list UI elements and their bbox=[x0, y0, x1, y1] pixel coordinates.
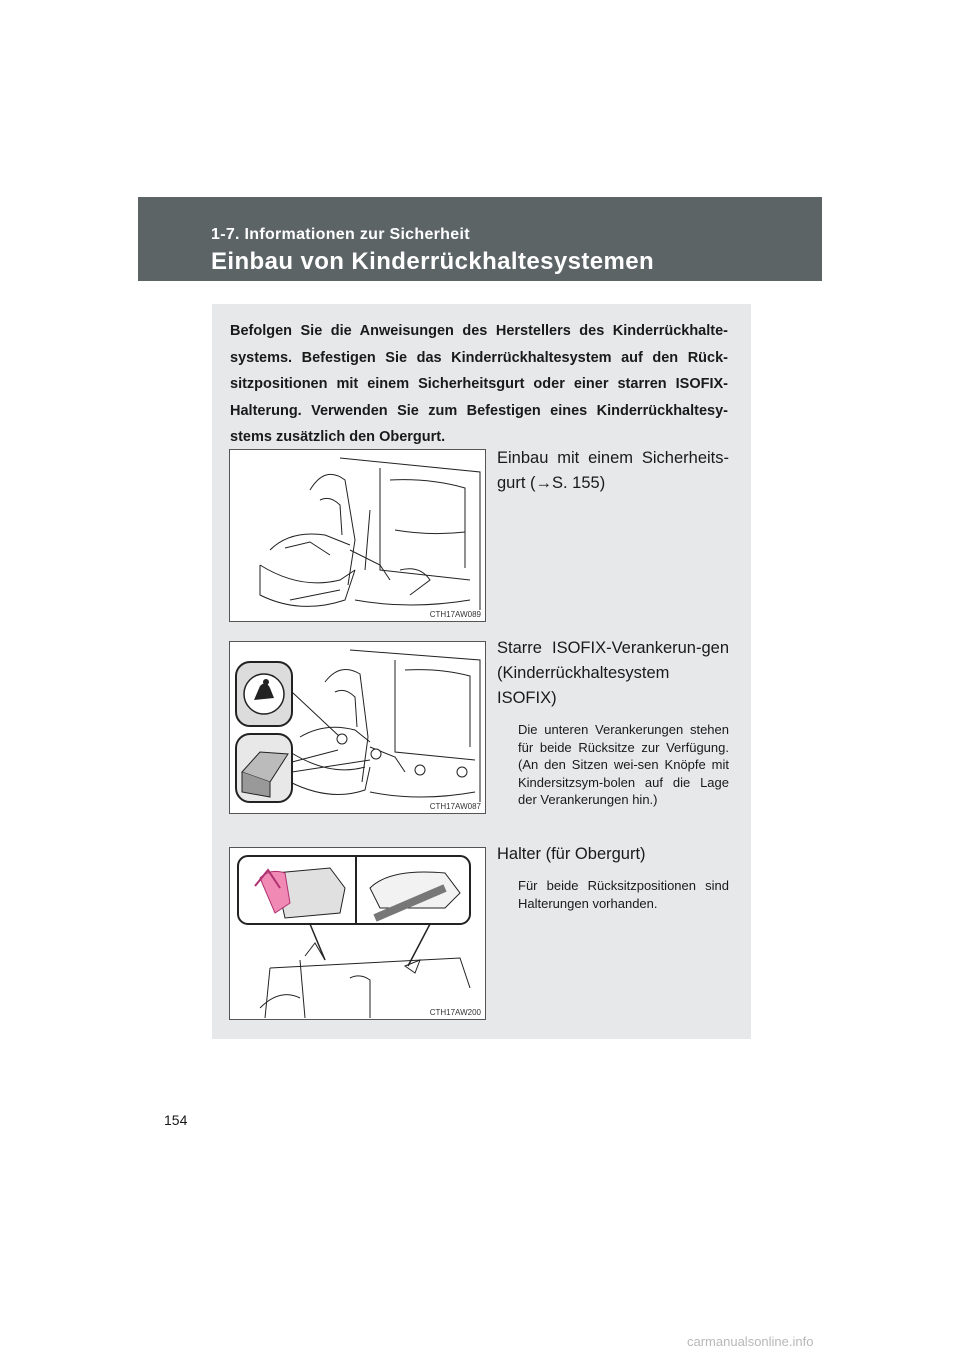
top-tether-item bbox=[497, 842, 729, 912]
seatbelt-installation-item bbox=[497, 446, 729, 496]
image-code: CTH17AW087 bbox=[429, 802, 481, 811]
isofix-figure bbox=[229, 641, 486, 814]
watermark: carmanualsonline.info bbox=[687, 1334, 814, 1349]
section-label: 1-7. Informationen zur Sicherheit bbox=[211, 226, 470, 243]
section-header bbox=[138, 197, 822, 281]
seatbelt-child-seat-illustration bbox=[230, 450, 486, 622]
page-title: Einbau von Kinderrückhaltesystemen bbox=[211, 248, 655, 275]
seatbelt-installation-figure bbox=[229, 449, 486, 622]
page-number: 154 bbox=[164, 1112, 188, 1128]
isofix-anchor-illustration bbox=[230, 642, 486, 814]
image-code: CTH17AW089 bbox=[429, 610, 481, 619]
item-description: Die unteren Verankerungen stehen für beide Rücksitze zur Verfügung. (An den Sitzen wei-sen Knöpfe mit Kindersitzsym-bolen auf die Lage der Verankerungen hin.) bbox=[518, 722, 729, 807]
item-heading: Starre ISOFIX-Verankerun-gen (Kinderrückhaltesystem ISOFIX) bbox=[497, 639, 729, 707]
item-heading: Einbau mit einem Sicherheits-gurt (→S. 155) bbox=[497, 449, 729, 492]
item-heading: Halter (für Obergurt) bbox=[497, 845, 646, 863]
item-description: Für beide Rücksitzpositionen sind Halterungen vorhanden. bbox=[518, 878, 729, 911]
top-tether-figure bbox=[229, 847, 486, 1020]
image-code: CTH17AW200 bbox=[429, 1008, 481, 1017]
isofix-item bbox=[497, 636, 729, 809]
intro-text: Befolgen Sie die Anweisungen des Herstellers des Kinderrückhalte-systems. Befestigen Sie das Kinderrückhaltesystem auf den Rück-sitzpositionen mit einem Sicherheitsgurt oder einer starren ISOFIX-Halterung. Verwenden Sie zum Befestigen eines Kinderrückhaltesy-stems zusätzlich den Obergurt. bbox=[230, 323, 728, 445]
top-tether-holder-illustration bbox=[230, 848, 486, 1020]
